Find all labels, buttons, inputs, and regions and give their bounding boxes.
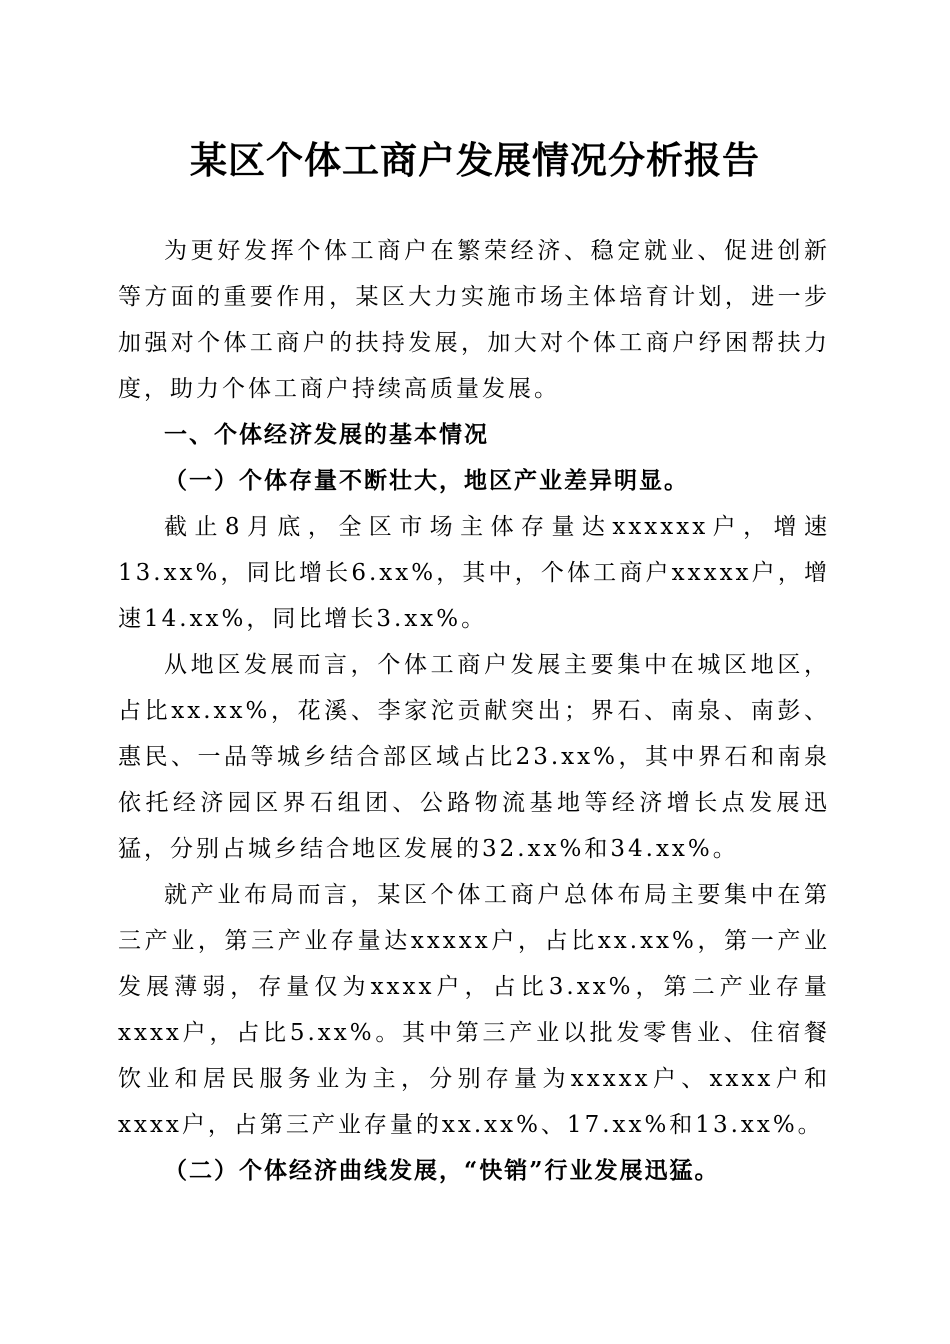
subsection-heading-2: （二）个体经济曲线发展，“快销”行业发展迅猛。 <box>164 1157 720 1184</box>
section-heading-1: 一、个体经济发展的基本情况 <box>164 422 489 448</box>
paragraph-market-entities: 截止8月底，全区市场主体存量达xxxxxx户，增速13.xx%，同比增长6.xx%，其中，个体工商户xxxxx户，增速14.xx%，同比增长3.xx%。 <box>118 514 830 632</box>
paragraph-regional-development: 从地区发展而言，个体工商户发展主要集中在城区地区，占比xx.xx%，花溪、李家沱贡献突出；界石、南泉、南彭、惠民、一品等城乡结合部区域占比23.xx%，其中界石和南泉依托经济园区界石组团、公路物流基地等经济增长点发展迅猛，分别占城乡结合地区发展的32.xx%和34.xx%。 <box>118 652 830 862</box>
subsection-heading-1: （一）个体存量不断壮大，地区产业差异明显。 <box>164 467 689 494</box>
document-title: 某区个体工商户发展情况分析报告 <box>190 138 760 182</box>
document-body <box>118 228 830 1194</box>
intro-paragraph: 为更好发挥个体工商户在繁荣经济、稳定就业、促进创新等方面的重要作用，某区大力实施市场主体培育计划，进一步加强对个体工商户的扶持发展，加大对个体工商户纾困帮扶力度，助力个体工商户持续高质量发展。 <box>118 238 830 402</box>
paragraph-industry-layout: 就产业布局而言，某区个体工商户总体布局主要集中在第三产业，第三产业存量达xxxxx户，占比xx.xx%，第一产业发展薄弱，存量仅为xxxx户，占比3.xx%，第二产业存量xxxx户，占比5.xx%。其中第三产业以批发零售业、住宿餐饮业和居民服务业为主，分别存量为xxxxx户、xxxx户和xxxx户，占第三产业存量的xx.xx%、17.xx%和13.xx%。 <box>118 882 830 1138</box>
